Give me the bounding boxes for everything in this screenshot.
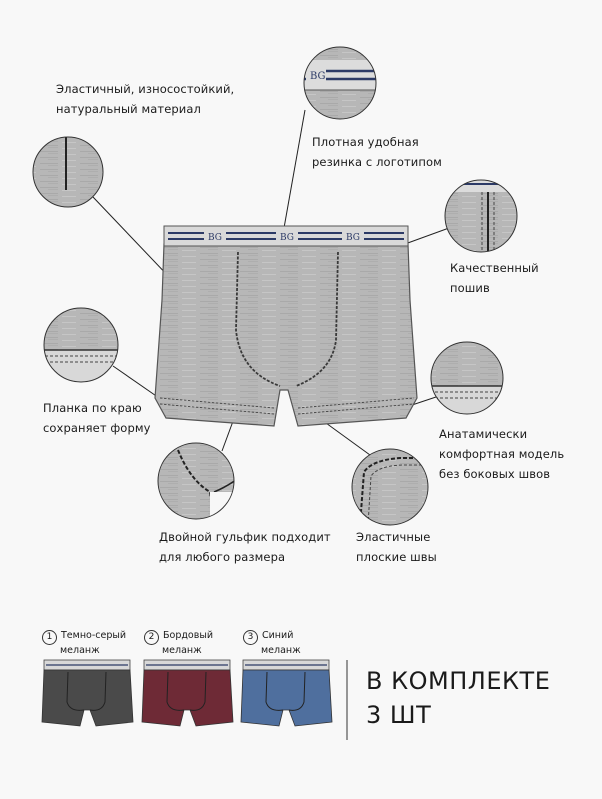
callout-flat-seams: Эластичные плоские швы (356, 530, 437, 564)
boxer-variant-3 (241, 660, 332, 726)
zoom-hem (40, 308, 130, 390)
boxer-variant-1 (42, 660, 133, 726)
zoom-waistband (300, 47, 380, 119)
callout-hem: Планка по краю сохраняет форму (43, 401, 151, 435)
zoom-gusset (158, 443, 250, 522)
callout-seam-quality: Качественный пошив (450, 261, 539, 295)
callout-anatomic: Анатамически комфортная модель без боковых швов (439, 427, 565, 481)
zoom-seam (440, 176, 520, 260)
variant-boxers (42, 660, 332, 726)
kit-label: В КОМПЛЕКТЕ 3 ШТ (366, 667, 551, 729)
zoom-material (33, 130, 103, 207)
callout-waistband: Плотная удобная резинка с логотипом (312, 135, 442, 169)
zoom-anatomic (425, 342, 515, 426)
zoom-flat-seams (352, 449, 440, 525)
boxer-variant-2 (142, 660, 233, 726)
callout-material: Эластичный, износостойкий, натуральный материал (56, 82, 235, 116)
band-logo-1: BG (208, 233, 222, 243)
boxer-main (155, 226, 417, 426)
color-option-3: 3 Синий меланж (243, 630, 301, 656)
color-option-2: 2 Бордовый меланж (144, 630, 213, 656)
band-logo-2: BG (280, 233, 294, 243)
color-option-1: 1 Темно-серый меланж (42, 630, 126, 656)
zoom-logo: BG (310, 71, 326, 82)
callout-gusset: Двойной гульфик подходит для любого размера (159, 530, 331, 564)
band-logo-3: BG (346, 233, 360, 243)
